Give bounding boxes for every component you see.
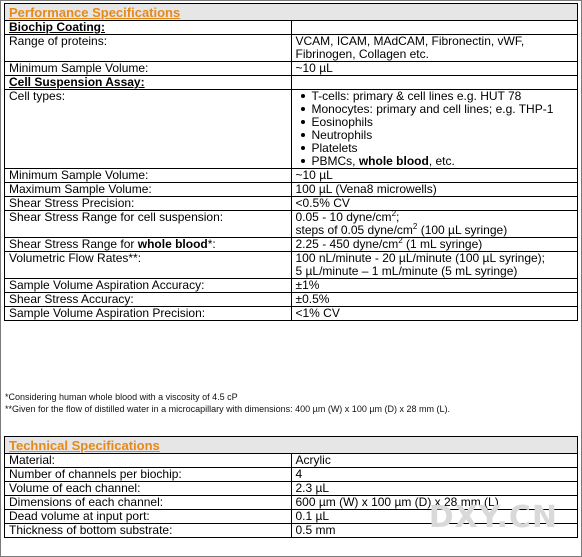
row-value: ±0.5% <box>291 293 578 307</box>
value-text: ; <box>396 210 400 224</box>
row-value: 600 µm (W) x 100 µm (D) x 28 mm (L) <box>291 496 578 510</box>
list-item: Neutrophils <box>312 129 574 142</box>
table-row <box>5 197 578 211</box>
row-label: Shear Stress Precision: <box>5 197 292 211</box>
section-row <box>5 21 578 35</box>
row-label: Range of proteins: <box>5 35 292 62</box>
list-item: T-cells: primary & cell lines e.g. HUT 78 <box>312 90 574 103</box>
row-value: 0.5 mm <box>291 524 578 538</box>
row-value <box>291 211 578 238</box>
empty-cell <box>291 76 578 90</box>
table-row <box>5 454 578 468</box>
superscript: 2 <box>398 236 403 245</box>
cell-type-text: PBMCs, <box>311 154 359 168</box>
table-row <box>5 35 578 62</box>
technical-title: Technical Specifications <box>9 438 160 453</box>
table-row <box>5 307 578 321</box>
cell-type-text: , etc. <box>428 154 455 168</box>
row-value: ~10 µL <box>291 62 578 76</box>
performance-specifications-table <box>4 3 578 321</box>
row-label: Dimensions of each channel: <box>5 496 292 510</box>
cell-types-list <box>296 90 574 168</box>
value-text: 2.25 - 450 dyne/cm <box>295 237 399 251</box>
biochip-heading: Biochip Coating: <box>9 20 105 34</box>
table-row <box>5 183 578 197</box>
list-item <box>312 155 574 168</box>
row-value: Acrylic <box>291 454 578 468</box>
table-header-row <box>5 4 578 21</box>
row-label: Shear Stress Accuracy: <box>5 293 292 307</box>
table-row <box>5 169 578 183</box>
table-row <box>5 90 578 169</box>
table-row <box>5 238 578 252</box>
value-text: (1 mL syringe) <box>402 237 483 251</box>
value-line: 5 µL/minute – 1 mL/minute (5 mL syringe) <box>295 264 518 278</box>
footnotes <box>5 391 580 415</box>
row-value <box>291 252 578 279</box>
section-row <box>5 76 578 90</box>
table-row <box>5 211 578 238</box>
row-label: Minimum Sample Volume: <box>5 62 292 76</box>
table-row <box>5 279 578 293</box>
row-label: Shear Stress Range for cell suspension: <box>5 211 292 238</box>
row-value: ~10 µL <box>291 169 578 183</box>
list-item: Eosinophils <box>312 116 574 129</box>
row-value <box>291 238 578 252</box>
empty-cell <box>291 21 578 35</box>
label-text: Shear Stress Range for <box>9 237 138 251</box>
row-label: Sample Volume Aspiration Accuracy: <box>5 279 292 293</box>
footnote-2: **Given for the flow of distilled water in a microcapillary with dimensions: 400 µm (W) x 100 µm (D) x 28 mm (L). <box>5 404 451 414</box>
technical-header-cell <box>5 437 578 454</box>
cell-assay-heading-cell <box>5 76 292 90</box>
row-label <box>5 238 292 252</box>
row-value: ±1% <box>291 279 578 293</box>
row-label: Sample Volume Aspiration Precision: <box>5 307 292 321</box>
watermark-logo: DXY.CN <box>428 500 558 535</box>
row-label: Material: <box>5 454 292 468</box>
footnote-1: *Considering human whole blood with a viscosity of 4.5 cP <box>5 392 238 402</box>
row-label: Minimum Sample Volume: <box>5 169 292 183</box>
label-text: *: <box>207 237 216 251</box>
list-item: Platelets <box>312 142 574 155</box>
row-value: 2.3 µL <box>291 482 578 496</box>
value-text: (100 µL syringe) <box>417 223 508 237</box>
cell-assay-heading: Cell Suspension Assay: <box>9 75 145 89</box>
row-label: Dead volume at input port: <box>5 510 292 524</box>
row-value: 100 µL (Vena8 microwells) <box>291 183 578 197</box>
performance-title: Performance Specifications <box>9 5 181 20</box>
row-value: VCAM, ICAM, MAdCAM, Fibronectin, vWF, Fibrinogen, Collagen etc. <box>291 35 578 62</box>
superscript: 2 <box>391 209 397 218</box>
row-label: Cell types: <box>5 90 292 169</box>
row-value: 4 <box>291 468 578 482</box>
table-row <box>5 293 578 307</box>
biochip-heading-cell <box>5 21 292 35</box>
row-value: <0.5% CV <box>291 197 578 211</box>
row-value <box>291 90 578 169</box>
value-line: 100 nL/minute - 20 µL/minute (100 µL syringe); <box>295 251 546 265</box>
row-label: Maximum Sample Volume: <box>5 183 292 197</box>
performance-header-cell <box>5 4 578 21</box>
table-row <box>5 482 578 496</box>
table-row <box>5 62 578 76</box>
table-row <box>5 252 578 279</box>
row-value: 0.1 µL <box>291 510 578 524</box>
table-row <box>5 468 578 482</box>
row-label: Number of channels per biochip: <box>5 468 292 482</box>
row-value: <1% CV <box>291 307 578 321</box>
list-item: Monocytes: primary and cell lines; e.g. THP-1 <box>312 103 574 116</box>
value-text: 0.05 - 10 dyne/cm <box>295 210 392 224</box>
row-label: Volume of each channel: <box>5 482 292 496</box>
row-label: Thickness of bottom substrate: <box>5 524 292 538</box>
superscript: 2 <box>412 222 418 231</box>
row-label: Volumetric Flow Rates**: <box>5 252 292 279</box>
label-bold: whole blood <box>137 237 208 251</box>
value-text: steps of 0.05 dyne/cm <box>295 223 413 237</box>
cell-type-bold: whole blood <box>358 154 429 168</box>
table-header-row <box>5 437 578 454</box>
